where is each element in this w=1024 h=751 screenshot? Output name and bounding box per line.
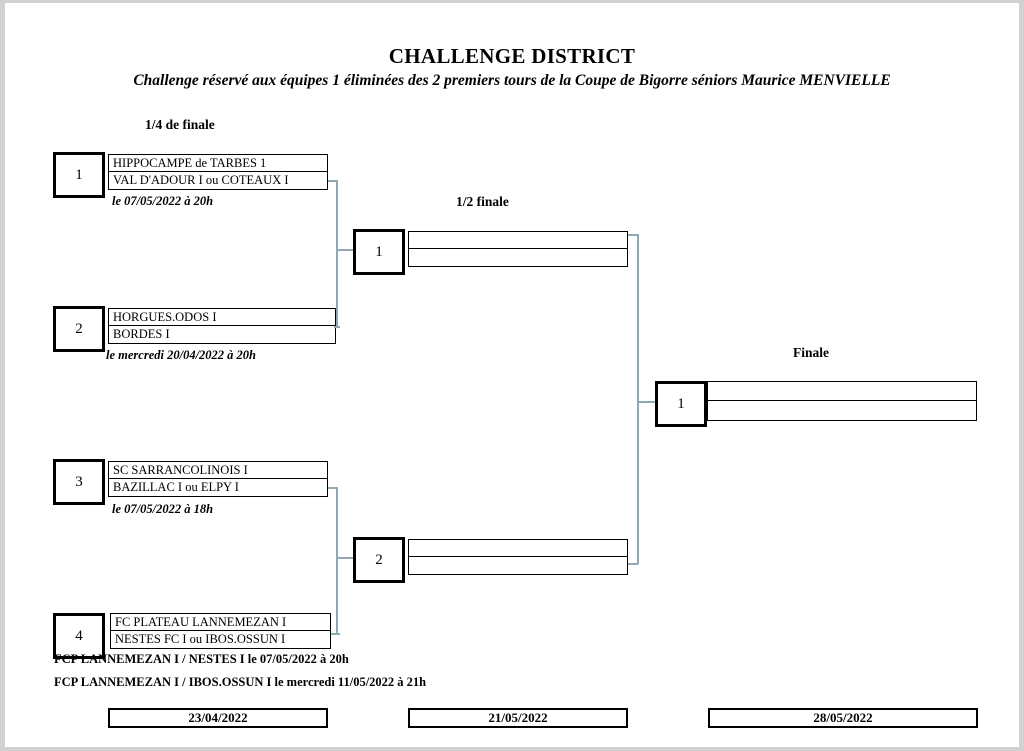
match-box-final	[707, 381, 977, 421]
connector-sf1-sf2-vertical	[637, 234, 639, 564]
match-box-qf1	[108, 154, 328, 190]
seed-box-qf4: 4	[53, 613, 105, 659]
connector-qf4-horizontal	[331, 633, 340, 635]
team-slot	[409, 249, 627, 266]
match-date-qf2: le mercredi 20/04/2022 à 20h	[106, 348, 256, 362]
page-edge-top	[0, 0, 1024, 3]
match-box-qf4	[110, 613, 331, 649]
note-line-1: FCP LANNEMEZAN I / NESTES I le 07/05/2022 à 20h	[54, 652, 349, 666]
team-name: BAZILLAC I ou ELPY I	[113, 480, 239, 494]
footer-date-final: 28/05/2022	[708, 708, 978, 728]
match-box-sf1	[408, 231, 628, 267]
note-line-2: FCP LANNEMEZAN I / IBOS.OSSUN I le mercredi 11/05/2022 à 21h	[54, 675, 427, 689]
team-name: HORGUES.ODOS I	[109, 309, 335, 326]
match-box-qf2	[108, 308, 336, 344]
team-slot	[708, 382, 976, 401]
seed-box-sf2: 2	[353, 537, 405, 583]
connector-qf1-horizontal	[328, 180, 338, 182]
connector-into-sf2	[336, 557, 354, 559]
match-box-sf2	[408, 539, 628, 575]
round-label-quarterfinal: 1/4 de finale	[145, 117, 215, 132]
connector-qf3-qf4-vertical	[336, 487, 338, 634]
team-name: NESTES FC I ou IBOS.OSSUN I	[115, 632, 286, 646]
seed-box-sf1: 1	[353, 229, 405, 275]
seed-box-qf3: 3	[53, 459, 105, 505]
page-edge-right	[1019, 0, 1024, 751]
connector-sf2-horizontal	[628, 563, 638, 565]
page-edge-bottom	[0, 747, 1024, 751]
team-name: BORDES I	[113, 327, 170, 341]
round-label-semifinal: 1/2 finale	[456, 194, 509, 209]
team-slot	[708, 401, 976, 420]
match-date-qf1: le 07/05/2022 à 20h	[112, 194, 214, 208]
page-subtitle: Challenge réservé aux équipes 1 éliminées des 2 premiers tours de la Coupe de Bigorre séniors Maurice MENVIELLE	[133, 72, 891, 89]
team-name: HIPPOCAMPE de TARBES 1	[109, 155, 327, 172]
connector-into-sf1	[336, 249, 354, 251]
team-name: VAL D'ADOUR I ou COTEAUX I	[113, 173, 289, 187]
team-slot	[409, 557, 627, 574]
page-title: CHALLENGE DISTRICT	[388, 44, 636, 68]
match-date-qf3: le 07/05/2022 à 18h	[112, 502, 214, 516]
team-name: FC PLATEAU LANNEMEZAN I	[111, 614, 330, 631]
footer-date-quarterfinal: 23/04/2022	[108, 708, 328, 728]
round-label-final: Finale	[793, 345, 829, 360]
team-slot	[409, 232, 627, 249]
connector-qf2-horizontal	[334, 326, 340, 328]
connector-into-final	[637, 401, 655, 403]
connector-qf1-qf2-vertical	[336, 180, 338, 327]
seed-box-qf1: 1	[53, 152, 105, 198]
team-slot	[409, 540, 627, 557]
connector-sf1-horizontal	[628, 234, 638, 236]
match-box-qf3	[108, 461, 328, 497]
team-name: SC SARRANCOLINOIS I	[109, 462, 327, 479]
page-edge-left	[0, 0, 5, 751]
seed-box-qf2: 2	[53, 306, 105, 352]
connector-qf3-horizontal	[328, 487, 338, 489]
seed-box-final: 1	[655, 381, 707, 427]
footer-date-semifinal: 21/05/2022	[408, 708, 628, 728]
